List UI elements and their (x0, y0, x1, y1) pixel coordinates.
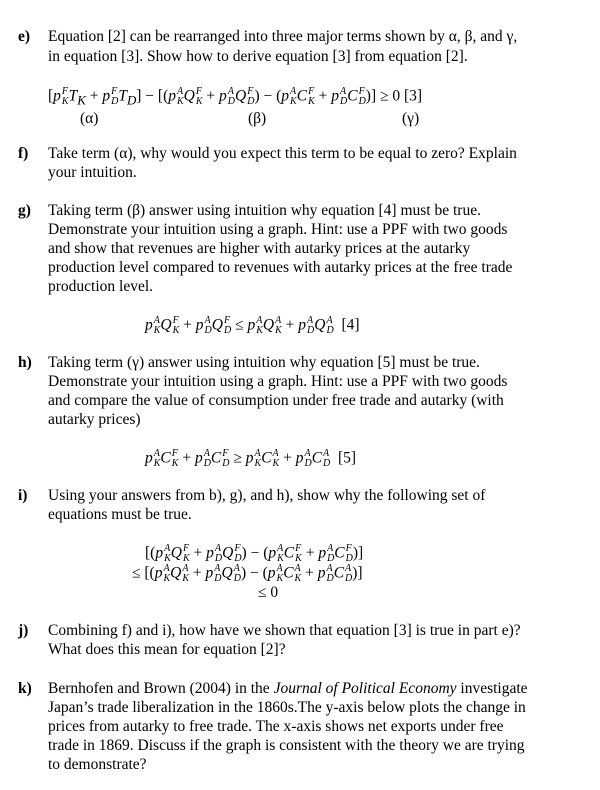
question-text-line: in equation [3]. Show how to derive equation [3] from equation [2]. (48, 48, 468, 65)
question-text-line: Japan’s trade liberalization in the 1860s.The y-axis below plots the change in (48, 699, 526, 716)
term-alpha-label: (α) (80, 110, 99, 127)
question-label: f) (18, 145, 29, 162)
question-text-line: Demonstrate your intuition using a graph. Hint: use a PPF with two goods (48, 221, 508, 238)
question-text-line: production level. (48, 278, 154, 295)
question-text-line: Taking term (β) answer using intuition why equation [4] must be true. (48, 202, 481, 219)
equation-tag: [3] (404, 87, 423, 105)
question-text-line: and show that revenues are higher with autarky prices at the autarky (48, 240, 471, 257)
question-text-line: equations must be true. (48, 506, 192, 523)
question-text-line: Combining f) and i), how have we shown that equation [3] is true in part e)? (48, 622, 521, 639)
equation-3: [p F K $T_K + p$ F D $T_D] - [(p$ A K Q F K + p A D Q F D ) − (p A K C F K + p A D C F D )] ≥ 0 [3] (48, 86, 423, 108)
question-label: k) (18, 680, 32, 697)
question-text-line: Take term (α), why would you expect this term to be equal to zero? Explain (48, 145, 517, 162)
question-text-line: What does this mean for equation [2]? (48, 641, 286, 658)
question-text-line: your intuition. (48, 164, 137, 181)
question-text-line: prices from autarky to free trade. The x-axis shows net exports under free (48, 718, 504, 735)
journal-title: Journal of Political Economy (273, 680, 457, 697)
equation-5: p A K C F K + p A D C F D ≥ p A K C A K + p A D C A D [5] (145, 448, 357, 469)
question-text-line: to demonstrate? (48, 756, 147, 773)
question-text-line (48, 680, 528, 698)
text-segment: Bernhofen and Brown (2004) in the (48, 680, 274, 697)
question-label: e) (18, 28, 31, 45)
question-text-line: Equation [2] can be rearranged into three major terms shown by α, β, and γ, (48, 28, 518, 45)
term-gamma-label: (γ) (402, 110, 420, 127)
question-text-line: production level compared to revenues with autarky prices at the free trade (48, 259, 513, 276)
equation-tag: [4] (341, 316, 360, 334)
question-text-line: trade in 1869. Discuss if the graph is consistent with the theory we are trying (48, 737, 525, 754)
equation-set-line-2: ≤ [(p A K Q A K + p A D Q A D ) − (p A K C A K + p A D C A D )] (132, 563, 363, 584)
text-segment: investigate (456, 680, 528, 697)
question-label: i) (18, 487, 28, 504)
question-text-line: Taking term (γ) answer using intuition why equation [5] must be true. (48, 354, 480, 371)
equation-tag: [5] (338, 449, 357, 467)
question-label: g) (18, 202, 31, 219)
equation-4: p A K Q F K + p A D Q F D ≤ p A K Q A K + p A D Q A D [4] (145, 315, 360, 336)
question-label: j) (18, 622, 29, 639)
question-text-line: and compare the value of consumption under free trade and autarky (with (48, 392, 504, 409)
equation-set-line-3: ≤ 0 (258, 584, 279, 601)
question-text-line: Using your answers from b), g), and h), show why the following set of (48, 487, 486, 504)
equation-set-line-1: [(p A K Q F K + p A D Q F D ) − (p A K C F K + p A D C F D )] (145, 543, 364, 564)
question-text-line: autarky prices) (48, 411, 141, 428)
question-label: h) (18, 354, 32, 371)
term-beta-label: (β) (248, 110, 267, 127)
question-text-line: Demonstrate your intuition using a graph. Hint: use a PPF with two goods (48, 373, 508, 390)
